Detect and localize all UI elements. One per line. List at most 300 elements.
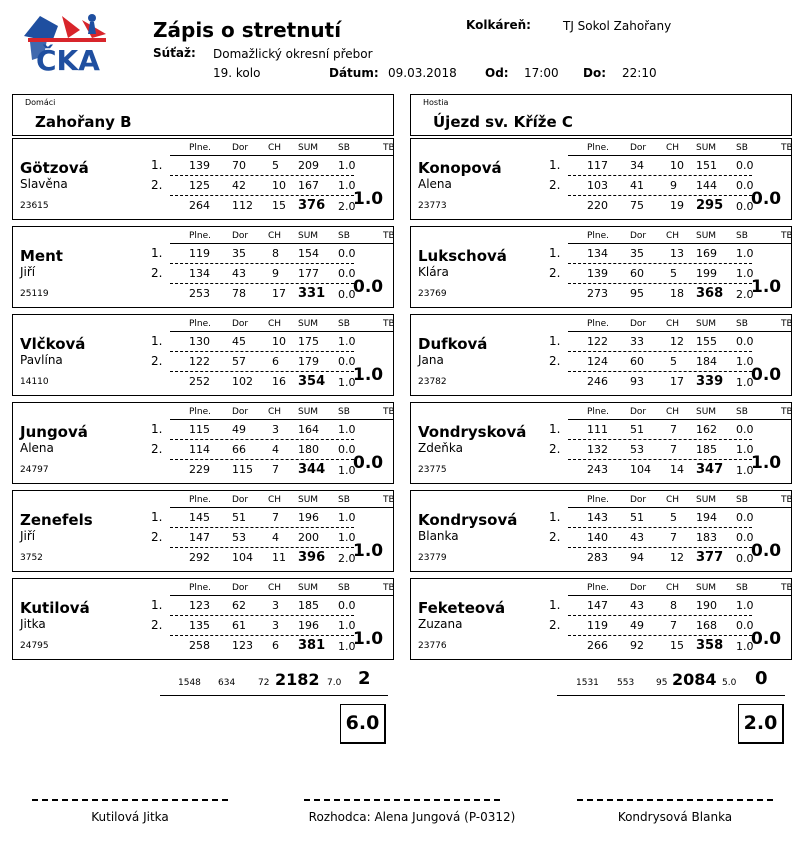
column-header: TB — [781, 495, 793, 505]
total-ch-cell: 7 — [272, 463, 279, 476]
column-header: TB — [781, 407, 793, 417]
total-d-cell: 92 — [630, 639, 644, 652]
round-divider — [170, 439, 354, 440]
round-number: 1. — [549, 510, 561, 524]
away-team-box — [410, 94, 792, 136]
column-header: Plne. — [587, 407, 610, 417]
round-ch-cell: 10 — [272, 335, 286, 348]
round-sb-cell: 0.0 — [338, 443, 356, 456]
round-s-cell: 199 — [696, 267, 717, 280]
away-captain-name: Kondrysová Blanka — [617, 810, 733, 824]
round-p-cell: 134 — [587, 247, 608, 260]
round-s-cell: 144 — [696, 179, 717, 192]
home-total-sum: 2182 — [275, 670, 320, 689]
total-sb-cell: 2.0 — [338, 552, 356, 565]
home-total-plne: 1548 — [178, 678, 201, 688]
player-tb-points: 0.0 — [751, 629, 782, 649]
total-p-cell: 266 — [587, 639, 608, 652]
home-team-name: Zahořany B — [35, 113, 132, 131]
round-s-cell: 185 — [696, 443, 717, 456]
home-result: 6.0 — [340, 704, 386, 744]
round-p-cell: 122 — [587, 335, 608, 348]
round-sb-cell: 1.0 — [736, 247, 754, 260]
column-header: SUM — [298, 407, 319, 417]
total-s-cell: 368 — [696, 286, 724, 301]
round-p-cell: 139 — [587, 267, 608, 280]
total-d-cell: 104 — [232, 551, 253, 564]
player-firstname: Slavěna — [20, 177, 68, 191]
round-sb-cell: 1.0 — [338, 531, 356, 544]
round-number: 2. — [549, 178, 561, 192]
player-tb-points: 1.0 — [751, 453, 782, 473]
round-sb-cell: 0.0 — [736, 511, 754, 524]
player-surname: Dufková — [418, 335, 488, 353]
away-total-dor: 553 — [617, 678, 635, 688]
round-p-cell: 132 — [587, 443, 608, 456]
round-d-cell: 70 — [232, 159, 246, 172]
round-s-cell: 162 — [696, 423, 717, 436]
total-d-cell: 78 — [232, 287, 246, 300]
player-tb-points: 1.0 — [353, 541, 384, 561]
round-divider — [170, 351, 354, 352]
away-total-sb: 5.0 — [722, 678, 737, 688]
away-player-card — [410, 314, 792, 396]
total-sb-cell: 0.0 — [736, 200, 754, 213]
start-value: 17:00 — [524, 66, 559, 80]
column-header: Dor — [630, 407, 647, 417]
round-ch-cell: 9 — [670, 179, 677, 192]
player-firstname: Blanka — [418, 529, 459, 543]
column-header: Dor — [232, 143, 249, 153]
round-ch-cell: 7 — [670, 531, 677, 544]
venue-value: TJ Sokol Zahořany — [563, 19, 672, 33]
total-d-cell: 104 — [630, 463, 651, 476]
round-ch-cell: 7 — [272, 511, 279, 524]
total-sb-cell: 1.0 — [736, 640, 754, 653]
total-p-cell: 283 — [587, 551, 608, 564]
total-ch-cell: 6 — [272, 639, 279, 652]
column-header: CH — [268, 407, 282, 417]
round-p-cell: 123 — [189, 599, 210, 612]
total-s-cell: 295 — [696, 198, 724, 213]
column-header: SUM — [696, 407, 717, 417]
page-title: Zápis o stretnutí — [153, 18, 342, 42]
total-p-cell: 229 — [189, 463, 210, 476]
total-sb-cell: 1.0 — [736, 464, 754, 477]
column-header: TB — [781, 583, 793, 593]
round-d-cell: 35 — [630, 247, 644, 260]
round-divider — [170, 283, 354, 284]
home-team-box — [12, 94, 394, 136]
player-firstname: Zdeňka — [418, 441, 463, 455]
column-header: SB — [736, 143, 748, 153]
round-d-cell: 53 — [232, 531, 246, 544]
total-sb-cell: 1.0 — [736, 376, 754, 389]
round-d-cell: 60 — [630, 267, 644, 280]
total-p-cell: 243 — [587, 463, 608, 476]
round-ch-cell: 7 — [670, 423, 677, 436]
column-header: SB — [736, 583, 748, 593]
round-p-cell: 122 — [189, 355, 210, 368]
round-p-cell: 119 — [189, 247, 210, 260]
round-d-cell: 60 — [630, 355, 644, 368]
round-s-cell: 180 — [298, 443, 319, 456]
round-ch-cell: 12 — [670, 335, 684, 348]
round-d-cell: 51 — [630, 511, 644, 524]
home-total-ch: 72 — [258, 678, 270, 688]
column-header: SUM — [696, 495, 717, 505]
header-rule — [568, 331, 792, 332]
round-d-cell: 51 — [232, 511, 246, 524]
round-p-cell: 135 — [189, 619, 210, 632]
column-header: Plne. — [189, 495, 212, 505]
round-divider — [568, 195, 752, 196]
player-tb-points: 0.0 — [751, 541, 782, 561]
total-sb-cell: 2.0 — [338, 200, 356, 213]
total-p-cell: 264 — [189, 199, 210, 212]
round-s-cell: 194 — [696, 511, 717, 524]
round-divider — [568, 459, 752, 460]
round-p-cell: 147 — [189, 531, 210, 544]
column-header: Dor — [232, 495, 249, 505]
column-header: CH — [666, 495, 680, 505]
player-surname: Kutilová — [20, 599, 90, 617]
player-id: 24795 — [20, 641, 49, 651]
player-firstname: Alena — [20, 441, 54, 455]
player-firstname: Zuzana — [418, 617, 463, 631]
round-divider — [170, 615, 354, 616]
column-header: SUM — [696, 319, 717, 329]
home-captain-name: Kutilová Jitka — [91, 810, 169, 824]
total-d-cell: 102 — [232, 375, 253, 388]
player-tb-points: 1.0 — [353, 189, 384, 209]
round-number: 1. — [151, 510, 163, 524]
header-rule — [568, 595, 792, 596]
column-header: Dor — [232, 407, 249, 417]
header-rule — [170, 419, 394, 420]
player-firstname: Jana — [418, 353, 444, 367]
header-rule — [170, 507, 394, 508]
round-d-cell: 66 — [232, 443, 246, 456]
column-header: SB — [338, 407, 350, 417]
round-ch-cell: 8 — [272, 247, 279, 260]
round-sb-cell: 1.0 — [736, 355, 754, 368]
home-player-card — [12, 314, 394, 396]
end-label: Do: — [583, 66, 607, 80]
round-number: 2. — [151, 354, 163, 368]
home-player-card — [12, 402, 394, 484]
round-sb-cell: 0.0 — [736, 619, 754, 632]
round-d-cell: 57 — [232, 355, 246, 368]
round-number: 2. — [549, 530, 561, 544]
total-ch-cell: 15 — [670, 639, 684, 652]
column-header: TB — [383, 231, 395, 241]
total-d-cell: 95 — [630, 287, 644, 300]
round-divider — [568, 263, 752, 264]
away-signature-line — [577, 799, 773, 801]
round-number: 1. — [151, 158, 163, 172]
round-sb-cell: 0.0 — [338, 247, 356, 260]
total-sb-cell: 1.0 — [338, 376, 356, 389]
round-sb-cell: 0.0 — [736, 423, 754, 436]
player-surname: Jungová — [20, 423, 88, 441]
column-header: SB — [338, 231, 350, 241]
away-player-card — [410, 138, 792, 220]
column-header: Dor — [630, 495, 647, 505]
total-s-cell: 358 — [696, 638, 724, 653]
round-sb-cell: 0.0 — [338, 599, 356, 612]
header-rule — [170, 155, 394, 156]
round-divider — [170, 195, 354, 196]
round-divider — [170, 635, 354, 636]
total-s-cell: 396 — [298, 550, 326, 565]
round-d-cell: 49 — [232, 423, 246, 436]
player-surname: Feketeová — [418, 599, 506, 617]
round-sb-cell: 0.0 — [736, 531, 754, 544]
total-p-cell: 253 — [189, 287, 210, 300]
player-id: 14110 — [20, 377, 49, 387]
player-surname: Götzová — [20, 159, 89, 177]
round-sb-cell: 1.0 — [736, 267, 754, 280]
round-d-cell: 43 — [232, 267, 246, 280]
round-ch-cell: 4 — [272, 531, 279, 544]
player-id: 23769 — [418, 289, 447, 299]
total-s-cell: 347 — [696, 462, 724, 477]
player-id: 23779 — [418, 553, 447, 563]
column-header: SB — [736, 231, 748, 241]
column-header: SB — [338, 143, 350, 153]
round-d-cell: 51 — [630, 423, 644, 436]
player-firstname: Pavlína — [20, 353, 63, 367]
total-d-cell: 75 — [630, 199, 644, 212]
away-result: 2.0 — [738, 704, 784, 744]
round-sb-cell: 1.0 — [338, 619, 356, 632]
round-p-cell: 139 — [189, 159, 210, 172]
column-header: CH — [268, 583, 282, 593]
round-p-cell: 111 — [587, 423, 608, 436]
player-firstname: Alena — [418, 177, 452, 191]
column-header: Plne. — [587, 143, 610, 153]
cka-logo-icon — [22, 12, 110, 74]
total-sb-cell: 0.0 — [338, 288, 356, 301]
round-s-cell: 155 — [696, 335, 717, 348]
column-header: Plne. — [189, 231, 212, 241]
header-rule — [568, 419, 792, 420]
player-firstname: Klára — [418, 265, 449, 279]
total-p-cell: 246 — [587, 375, 608, 388]
round-number: 2. — [549, 442, 561, 456]
round-s-cell: 185 — [298, 599, 319, 612]
round-ch-cell: 7 — [670, 443, 677, 456]
player-firstname: Jitka — [20, 617, 46, 631]
referee-signature-line — [304, 799, 500, 801]
round-sb-cell: 1.0 — [338, 335, 356, 348]
home-player-card — [12, 490, 394, 572]
total-s-cell: 377 — [696, 550, 724, 565]
round-number: 1. — [549, 158, 561, 172]
competition-value: Domažlický okresní přebor — [213, 47, 373, 61]
round-p-cell: 134 — [189, 267, 210, 280]
column-header: CH — [268, 319, 282, 329]
round-s-cell: 196 — [298, 619, 319, 632]
column-header: Plne. — [189, 583, 212, 593]
start-label: Od: — [485, 66, 509, 80]
total-s-cell: 381 — [298, 638, 326, 653]
total-d-cell: 115 — [232, 463, 253, 476]
column-header: SUM — [298, 495, 319, 505]
column-header: Dor — [232, 231, 249, 241]
round-p-cell: 145 — [189, 511, 210, 524]
round-number: 1. — [549, 334, 561, 348]
svg-text:ČKA: ČKA — [36, 44, 100, 74]
round-s-cell: 154 — [298, 247, 319, 260]
player-tb-points: 0.0 — [353, 277, 384, 297]
round-d-cell: 61 — [232, 619, 246, 632]
total-sb-cell: 0.0 — [736, 552, 754, 565]
round-sb-cell: 1.0 — [338, 159, 356, 172]
total-ch-cell: 16 — [272, 375, 286, 388]
away-label: Hostia — [423, 98, 449, 107]
column-header: TB — [383, 495, 395, 505]
column-header: Plne. — [189, 407, 212, 417]
header-rule — [568, 155, 792, 156]
round-number: 2. — [151, 266, 163, 280]
away-team-name: Újezd sv. Kříže C — [433, 113, 573, 131]
round-number: 1. — [549, 598, 561, 612]
away-player-card — [410, 226, 792, 308]
round-s-cell: 196 — [298, 511, 319, 524]
round-sb-cell: 1.0 — [736, 443, 754, 456]
total-p-cell: 258 — [189, 639, 210, 652]
round-divider — [568, 175, 752, 176]
player-id: 23773 — [418, 201, 447, 211]
column-header: CH — [666, 407, 680, 417]
column-header: SB — [736, 319, 748, 329]
column-header: Plne. — [189, 143, 212, 153]
column-header: CH — [268, 143, 282, 153]
total-p-cell: 220 — [587, 199, 608, 212]
round-ch-cell: 5 — [670, 355, 677, 368]
total-s-cell: 331 — [298, 286, 326, 301]
player-tb-points: 1.0 — [751, 277, 782, 297]
round-sb-cell: 0.0 — [736, 159, 754, 172]
round-d-cell: 62 — [232, 599, 246, 612]
round-ch-cell: 3 — [272, 423, 279, 436]
round-number: 2. — [549, 354, 561, 368]
total-ch-cell: 19 — [670, 199, 684, 212]
player-surname: Zenefels — [20, 511, 93, 529]
total-ch-cell: 18 — [670, 287, 684, 300]
column-header: SB — [736, 495, 748, 505]
round-sb-cell: 0.0 — [736, 179, 754, 192]
total-sb-cell: 1.0 — [338, 464, 356, 477]
round-number: 1. — [151, 334, 163, 348]
round-ch-cell: 7 — [670, 619, 677, 632]
competition-label: Súťaž: — [153, 46, 196, 60]
player-firstname: Jiří — [20, 265, 36, 279]
away-total-sum: 2084 — [672, 670, 717, 689]
round-p-cell: 103 — [587, 179, 608, 192]
player-surname: Vondrysková — [418, 423, 527, 441]
column-header: CH — [666, 319, 680, 329]
round-p-cell: 140 — [587, 531, 608, 544]
round-sb-cell: 1.0 — [736, 599, 754, 612]
round-s-cell: 175 — [298, 335, 319, 348]
round-d-cell: 34 — [630, 159, 644, 172]
total-d-cell: 123 — [232, 639, 253, 652]
home-player-card — [12, 226, 394, 308]
round-divider — [170, 547, 354, 548]
column-header: Plne. — [587, 495, 610, 505]
round-s-cell: 209 — [298, 159, 319, 172]
column-header: Plne. — [189, 319, 212, 329]
column-header: SUM — [696, 143, 717, 153]
total-p-cell: 292 — [189, 551, 210, 564]
column-header: TB — [781, 143, 793, 153]
column-header: CH — [666, 143, 680, 153]
round-ch-cell: 3 — [272, 619, 279, 632]
total-p-cell: 273 — [587, 287, 608, 300]
round-divider — [568, 615, 752, 616]
round-divider — [568, 283, 752, 284]
away-total-points: 0 — [755, 668, 768, 689]
round-d-cell: 43 — [630, 531, 644, 544]
column-header: SUM — [298, 319, 319, 329]
player-id: 23776 — [418, 641, 447, 651]
round-number: 2. — [151, 442, 163, 456]
round-ch-cell: 5 — [670, 267, 677, 280]
player-surname: Vlčková — [20, 335, 86, 353]
round-divider — [568, 547, 752, 548]
round-p-cell: 143 — [587, 511, 608, 524]
round-number: 2. — [549, 618, 561, 632]
round-divider — [568, 371, 752, 372]
header-rule — [170, 331, 394, 332]
round-ch-cell: 10 — [272, 179, 286, 192]
round-sb-cell: 0.0 — [338, 355, 356, 368]
player-tb-points: 0.0 — [751, 189, 782, 209]
column-header: CH — [268, 495, 282, 505]
home-total-points: 2 — [358, 668, 371, 689]
round-value: 19. kolo — [213, 66, 261, 80]
column-header: Dor — [630, 143, 647, 153]
column-header: Plne. — [587, 583, 610, 593]
total-sb-cell: 2.0 — [736, 288, 754, 301]
round-sb-cell: 1.0 — [338, 423, 356, 436]
column-header: Dor — [630, 319, 647, 329]
player-id: 23615 — [20, 201, 49, 211]
round-sb-cell: 0.0 — [736, 335, 754, 348]
round-number: 1. — [549, 246, 561, 260]
total-ch-cell: 14 — [670, 463, 684, 476]
column-header: TB — [383, 319, 395, 329]
home-total-line — [160, 695, 388, 696]
total-ch-cell: 12 — [670, 551, 684, 564]
total-ch-cell: 17 — [272, 287, 286, 300]
round-s-cell: 169 — [696, 247, 717, 260]
round-divider — [170, 459, 354, 460]
player-firstname: Jiří — [20, 529, 36, 543]
round-d-cell: 45 — [232, 335, 246, 348]
column-header: SUM — [298, 231, 319, 241]
column-header: SB — [338, 583, 350, 593]
player-surname: Kondrysová — [418, 511, 518, 529]
round-p-cell: 147 — [587, 599, 608, 612]
round-divider — [568, 439, 752, 440]
away-player-card — [410, 402, 792, 484]
total-sb-cell: 1.0 — [338, 640, 356, 653]
column-header: SUM — [298, 143, 319, 153]
